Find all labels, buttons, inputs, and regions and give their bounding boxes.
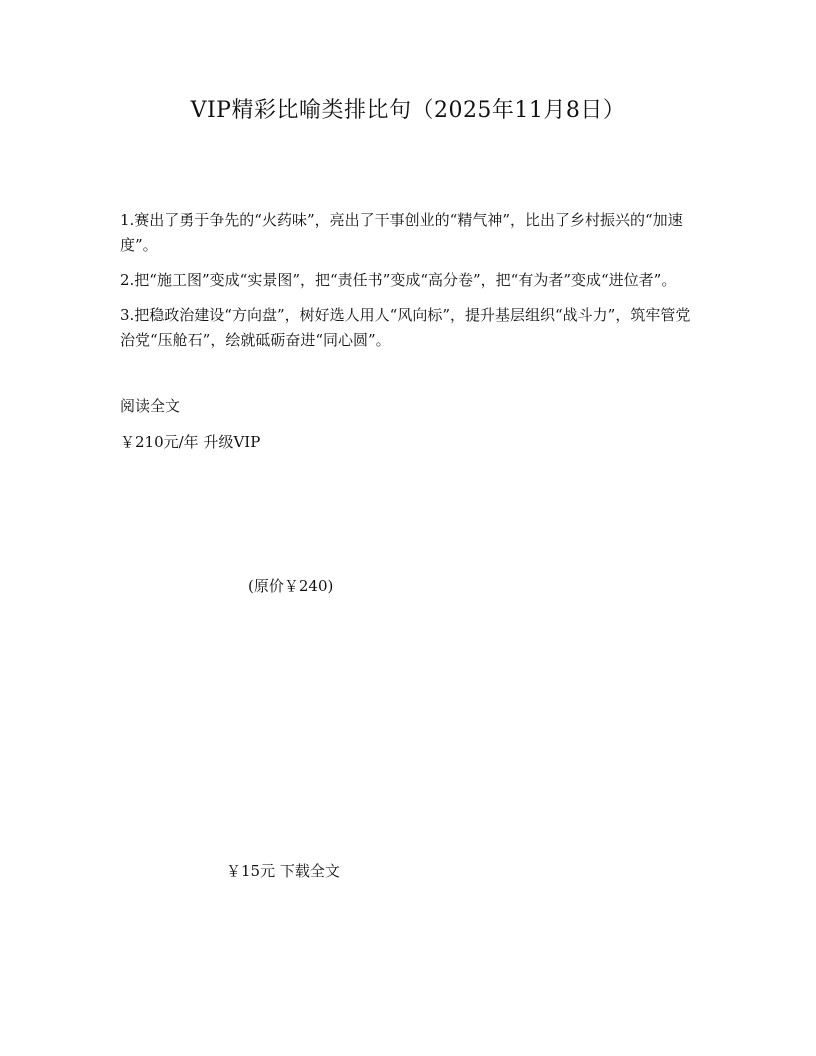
vip-price: ￥210元/年 (120, 433, 199, 451)
download-offer (226, 861, 340, 881)
download-price: ￥15元 (226, 862, 276, 880)
download-button[interactable]: 下载全文 (279, 862, 340, 880)
paragraph-3: 3.把稳政治建设“方向盘”，树好选人用人“风向标”，提升基层组织“战斗力”，筑牢管党治党“压舱石”，绘就砥砺奋进“同心圆”。 (120, 306, 691, 349)
original-price: (原价￥240) (248, 577, 334, 595)
paragraph-2: 2.把“施工图”变成“实景图”，把“责任书”变成“高分卷”，把“有为者”变成“进位者”。 (120, 271, 677, 289)
paragraph-1: 1.赛出了勇于争先的“火药味”，亮出了干事创业的“精气神”，比出了乡村振兴的“加速度”。 (120, 211, 683, 254)
document-title: VIP精彩比喻类排比句（2025年11月8日） (190, 98, 626, 123)
read-all-link[interactable]: 阅读全文 (120, 397, 181, 415)
document-body (120, 208, 700, 363)
upgrade-vip-button[interactable]: 升级VIP (203, 433, 261, 451)
vip-offer (120, 432, 260, 452)
